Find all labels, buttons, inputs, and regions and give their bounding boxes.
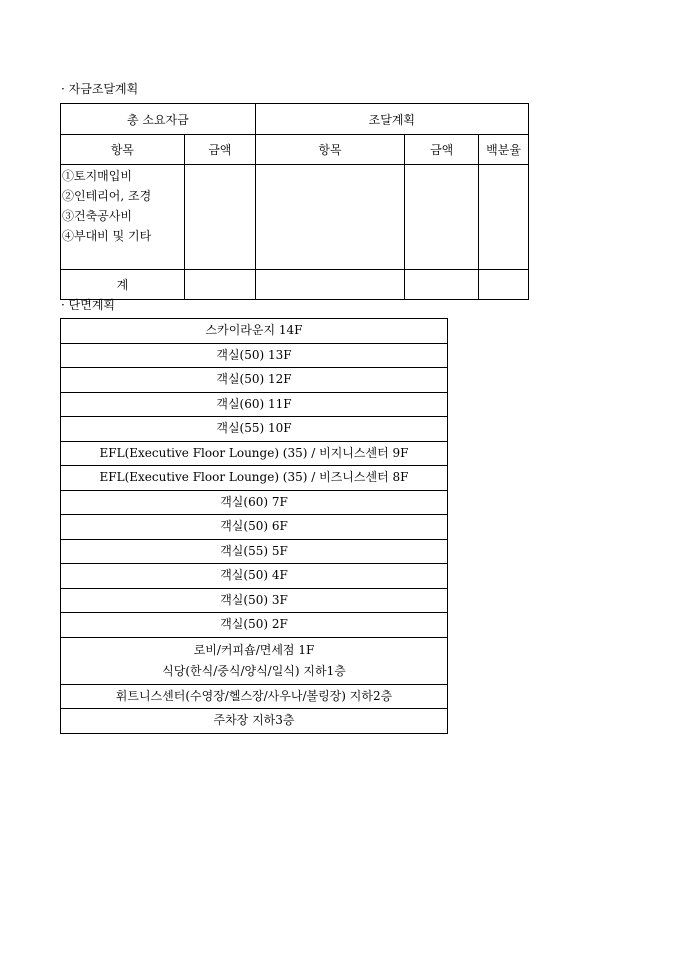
floor-row: 객실(50) 4F xyxy=(61,564,448,589)
floor-row: EFL(Executive Floor Lounge) (35) / 비즈니스센터 8F xyxy=(61,466,448,491)
floor-row: 객실(55) 10F xyxy=(61,417,448,442)
cost-item: ④부대비 및 기타 xyxy=(62,229,152,243)
total-amount-cell xyxy=(184,270,255,300)
cost-item: ②인테리어, 조경 xyxy=(62,189,152,203)
floor-row: 객실(60) 7F xyxy=(61,490,448,515)
restaurant-line: 식당(한식/중식/양식/일식) 지하1층 xyxy=(162,663,346,678)
floor-row: 객실(50) 12F xyxy=(61,368,448,393)
percent-cell xyxy=(479,165,529,270)
plan-amount-cell xyxy=(405,165,479,270)
floor-row: 객실(60) 11F xyxy=(61,392,448,417)
floor-row: 객실(55) 5F xyxy=(61,539,448,564)
amount-cell xyxy=(184,165,255,270)
floor-row: 객실(50) 2F xyxy=(61,613,448,638)
cost-items-cell xyxy=(61,165,185,270)
floor-row: EFL(Executive Floor Lounge) (35) / 비지니스센터 9F xyxy=(61,441,448,466)
plan-item-cell xyxy=(255,165,405,270)
lobby-line: 로비/커피숍/면세점 1F xyxy=(193,642,315,657)
header-funding-plan: 조달계획 xyxy=(255,104,528,135)
floor-row: 객실(50) 3F xyxy=(61,588,448,613)
total-plan-item-cell xyxy=(255,270,405,300)
floor-row-lobby xyxy=(61,637,448,684)
total-plan-amount-cell xyxy=(405,270,479,300)
floor-row-b3: 주차장 지하3층 xyxy=(61,709,448,734)
cost-item: ③건축공사비 xyxy=(62,209,132,223)
floor-row: 객실(50) 13F xyxy=(61,343,448,368)
funding-plan-title: · 자금조달계획 xyxy=(61,82,139,96)
col-plan-amount: 금액 xyxy=(405,135,479,165)
cost-item: ①토지매입비 xyxy=(62,169,132,183)
header-total-required: 총 소요자금 xyxy=(61,104,256,135)
floor-row: 스카이라운지 14F xyxy=(61,319,448,344)
floor-row-b2: 휘트니스센터(수영장/헬스장/사우나/볼링장) 지하2층 xyxy=(61,684,448,709)
section-plan-table xyxy=(60,318,448,734)
total-percent-cell xyxy=(479,270,529,300)
col-plan-item: 항목 xyxy=(255,135,405,165)
col-item: 항목 xyxy=(61,135,185,165)
col-amount: 금액 xyxy=(184,135,255,165)
section-plan-title: · 단면계획 xyxy=(61,298,115,312)
col-percent: 백분율 xyxy=(479,135,529,165)
total-label: 계 xyxy=(61,270,185,300)
funding-plan-table xyxy=(60,103,529,300)
floor-row: 객실(50) 6F xyxy=(61,515,448,540)
